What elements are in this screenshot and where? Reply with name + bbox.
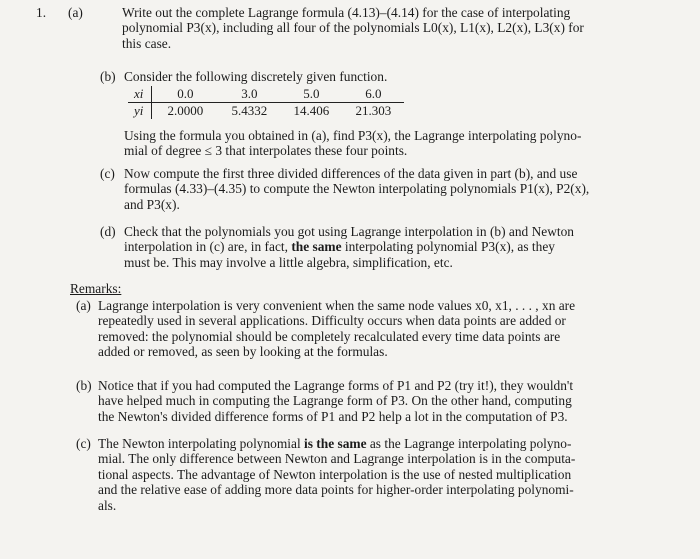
remark-b-line: Notice that if you had computed the Lagrange forms of P1 and P2 (try it!), they wouldn't [98,378,574,393]
part-c-text [124,166,589,212]
part-a-text [122,5,584,51]
part-c-label: (c) [100,166,115,181]
table-row [128,103,404,120]
table-cell: 21.303 [355,103,392,118]
part-d-label: (d) [100,224,116,239]
remark-a-line: added or removed, as seen by looking at the formulas. [98,344,388,360]
table-x-header: xi [128,86,152,103]
part-a-line: Write out the complete Lagrange formula (4.13)–(4.14) for the case of interpolating [122,5,571,20]
part-a-line: polynomial P3(x), including all four of the polynomials L0(x), L1(x), L2(x), L3(x) for [122,20,584,36]
part-b-line: Using the formula you obtained in (a), find P3(x), the Lagrange interpolating polyno- [124,128,582,143]
part-d-line: must be. This may involve a little algebra, simplification, etc. [124,254,453,270]
remark-c-text [98,436,575,513]
table-cell: 5.4332 [231,103,268,118]
table-y-header: yi [128,103,152,120]
part-b-intro: Consider the following discretely given function. [124,69,388,84]
remark-b-line: the Newton's divided difference forms of P1 and P2 help a lot in the computation of P3. [98,408,568,424]
remark-c-text-post: as the Lagrange interpolating polyno- [366,436,572,451]
table-row [128,86,404,103]
remark-a-line: Lagrange interpolation is very convenient when the same node values x0, x1, . . . , xn are [98,298,576,313]
remark-a-line: removed: the polynomial should be completely recalculated every time data points are [98,328,561,344]
remark-b-label: (b) [76,378,92,393]
remark-a-label: (a) [76,298,91,313]
remark-c-line: mial. The only difference between Newton and Lagrange interpolation is in the computa- [98,451,576,467]
table-cell: 14.406 [293,103,330,118]
part-d-text [124,224,574,270]
remark-c-line: and the relative ease of adding more data points for higher-order interpolating polynomi- [98,482,574,498]
remark-a-line: repeatedly used in several applications. Difficulty occurs when data points are added or [98,313,566,329]
part-d-line [124,239,574,254]
problem-number: 1. [36,5,47,20]
remark-c-line: tional aspects. The advantage of Newton interpolation is the use of nested multiplication [98,466,572,482]
table-cell: 6.0 [342,86,404,103]
data-table [128,86,404,119]
table-cell: 0.0 [152,86,219,103]
part-b-text [124,128,581,159]
part-a-label: (a) [68,5,83,20]
part-a-line: this case. [122,35,172,51]
part-b-line: mial of degree ≤ 3 that interpolates these four points. [124,143,408,159]
remark-c-text-pre: The Newton interpolating polynomial [98,436,305,451]
part-c-line: and P3(x). [124,196,180,212]
table-cell: 3.0 [218,86,280,103]
remark-c-emphasis: is the same [304,436,367,451]
table-cell: 5.0 [280,86,342,103]
part-d-line: Check that the polynomials you got using Lagrange interpolation in (b) and Newton [124,224,574,239]
part-c-line: formulas (4.33)–(4.35) to compute the Newton interpolating polynomials P1(x), P2(x), [124,181,590,197]
part-d-text-pre: interpolation in (c) are, in fact, [124,239,292,255]
remark-c-line: als. [98,497,117,513]
remark-c-label: (c) [76,436,91,451]
remark-a-text [98,298,575,360]
remark-b-text [98,378,573,424]
remark-c-line [98,436,575,451]
remark-b-line: have helped much in computing the Lagrange form of P3. On the other hand, computing [98,393,572,409]
part-c-line: Now compute the first three divided differences of the data given in part (b), and use [124,166,578,181]
part-d-text-post: interpolating polynomial P3(x), as they [341,239,555,255]
remarks-title: Remarks: [70,281,122,296]
part-b-label: (b) [100,69,116,84]
part-d-emphasis: the same [291,239,342,255]
table-cell: 2.0000 [167,103,204,118]
